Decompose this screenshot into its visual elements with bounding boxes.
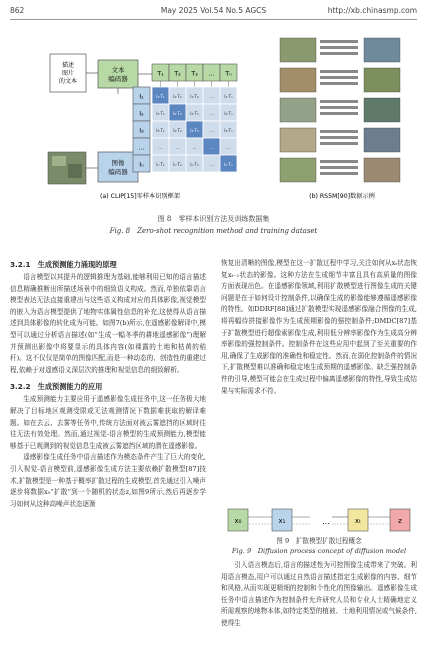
image-embedding-label: I₃ <box>139 126 144 135</box>
figure-9 <box>224 505 414 537</box>
rs5m-image <box>280 98 316 122</box>
rs5m-caption-line <box>320 166 358 169</box>
diffusion-state-label: x₁ <box>278 517 286 525</box>
section-3-2-1-paragraph: 语言模型以其提升的逻辑推理为基础,能够利用已知的语言描述信息精确推断出所描述场景中的细致语义构成。然而,单独依靠语言模型表达无法直接重建出与这些语义构成对应的具体影像,视觉模型的嵌入为语言模型提供了地物实体属性信息的补充,这使得从语言描述到具体影像的转化成为可能。如图7(b)所示,在遥感影像解译中,模型可以通过分析语言描述(如“生成一幅冬季的耕地遥感影像”)理解并预测出影像中将要显示的具体内容(如裸露的土地和枯黄的秸秆)。这不仅仅是简单的图像匹配,而是一种动态的、创造性的重建过程,依赖于对遥感语义深层次的推理和视觉信息的细致解析。 <box>10 273 206 374</box>
rs5m-caption-line <box>320 40 358 43</box>
text-box-line3: 的文本 <box>58 78 78 85</box>
rs5m-image <box>364 68 400 92</box>
text-embedding-label: T₂ <box>174 69 181 78</box>
rs5m-image <box>280 68 316 92</box>
right-column-top <box>221 258 417 397</box>
matrix-cell-label: … <box>226 145 231 150</box>
rs5m-caption-line <box>320 52 358 55</box>
right-paragraph-2: 引入语言模态后,语言的描述性为可控图像生成带来了突破。利用语言模态,用户可以通过自然语言描述指定生成影像的内容、细节和风格,从而实现更精细的控制和个性化的图像输出。遥感影像生成任务中语言描述作为控制条件允许研究人员和专业人士精确地定义所需观察的地物本体,如特定类型的植被、土地利用情况或气候条件,使得生 <box>221 561 417 627</box>
matrix-cell-label: I₂·Tₙ <box>224 111 233 116</box>
figure-8-caption-en: Fig. 8 Zero-shot recognition method and training dataset <box>109 227 318 235</box>
rs5m-caption-line <box>320 76 358 79</box>
matrix-cell-label: … <box>209 128 214 133</box>
figure-9-caption <box>221 536 417 556</box>
header-rule <box>10 19 417 20</box>
diffusion-chain <box>228 509 410 531</box>
rs5m-caption-line <box>320 112 358 115</box>
matrix-cell-label: … <box>209 111 214 116</box>
matrix-cell-label: I₃·T₂ <box>173 128 182 133</box>
figure-9-caption-en: Fig. 9 Diffusion process concept of diffusion model <box>231 547 407 555</box>
matrix-cell-label: I₂·T₂ <box>173 111 182 116</box>
rs5m-caption-line <box>320 142 358 145</box>
right-paragraph-1: 恢复出清晰的图像,模型在这一扩散过程中学习,关注如何从xₜ状态恢复xₜ₋₁状态的影像。这种方法在生成细节丰富且具有高质量的图像方面表现出色。在遥感影像领域,利用扩散模型进行图像生成的关键问题是在于如何设计控制条件,以确保生成的影像能够遵循遥感影像的特性。如DDRF[88]通过扩散模型实现遥感影像融合图像的生成,将再幅待拼接影像作为生成预期影像的强控制条件;DMDC[87]基于扩散模型进行超像素影像生成,利用低分辨率影像作为生成高分辨率影像的强控制条件。控制条件在这些应用中起到了至关重要的作用,确保了生成影像的准确性和稳定性。然而,在弱化控制条件的情况下,扩散模型难以准确和稳定地生成预期的遥感影像。缺乏强控制条件的引导,模型可能会在生成过程中偏离遥感影像的特性,导致生成结果与实际需求不符。 <box>221 259 417 395</box>
text-encoder-label1: 文本 <box>111 66 125 74</box>
page-header <box>10 6 417 18</box>
matrix-cell-label: I₂·T₁ <box>156 111 165 116</box>
text-embedding-row <box>152 64 237 81</box>
text-embedding-label: … <box>208 69 215 78</box>
right-column-bottom <box>221 560 417 630</box>
section-3-2-1-title: 3.2.1 生成预测能力涌现的原理 <box>10 260 117 269</box>
rs5m-examples <box>280 38 400 182</box>
image-encoder <box>98 152 138 182</box>
diffusion-ellipsis: … <box>322 517 330 526</box>
image-embedding-label: … <box>138 143 145 152</box>
figure-8-caption: 图 8 零样本识别方法及训练数据集 <box>157 215 270 223</box>
subcaption-b: (b) RS5M[90]数据示例 <box>309 193 375 200</box>
matrix-cell-label: I₃·T₃ <box>190 128 199 133</box>
section-3-2-2-title: 3.2.2 生成预测能力的应用 <box>10 382 103 392</box>
image-encoder-label1: 图像 <box>111 159 125 167</box>
rs5m-image <box>280 128 316 152</box>
diffusion-state-label: x₀ <box>234 517 242 525</box>
matrix-cell-label: … <box>192 145 197 150</box>
section-3-2-2-paragraph-2: 遥感影像生成任务中语言描述作为模态条件产生了巨大的变化,引入视觉-语言模型前,遥感影像生成方法主要依赖扩散模型[87]技术,扩散模型是一种基于概率扩散过程的生成模型,首先通过引入噪声逐步将数据x₀“扩散”到一个随机的状态z,如图9所示,然后再逐步学习如何从这种高噪声状态逐渐 <box>10 453 206 508</box>
section-3-2-2-paragraph-1: 生成预测能力主要应用于遥感影像生成任务中,这一任务极大地解决了目标地区观测受限或无法观测情况下数据难获取的解译难题。如在去云、去雾等任务中,传统方法面对被云雾遮挡的区域时往往无法有效处理。然而,通过视觉-语言模型的生成预测能力,模型能够基于已观测到的视觉信息生成被云雾遮挡区域的潜在遥感影像。 <box>10 395 206 450</box>
matrix-cell-label: … <box>209 145 214 150</box>
rs5m-image <box>364 128 400 152</box>
matrix-cell-label: Iₙ·T₃ <box>190 162 199 167</box>
rs5m-image <box>364 38 400 62</box>
subcaption-a: (a) CLIP[15]零样本识别框架 <box>100 193 180 200</box>
matrix-cell-label: Iₙ·T₁ <box>156 162 165 167</box>
rs5m-image <box>364 158 400 182</box>
matrix-cell-label: … <box>175 145 180 150</box>
matrix-cell-label: I₁·T₂ <box>173 94 182 99</box>
matrix-cell-label: … <box>209 162 214 167</box>
similarity-matrix <box>152 81 237 172</box>
journal-url[interactable]: http://xb.chinasmp.com <box>327 6 417 15</box>
text-box-line2: 图片 <box>61 70 75 77</box>
matrix-cell-label: I₃·Tₙ <box>224 128 233 133</box>
text-embedding-label: T₃ <box>191 69 198 78</box>
rs5m-caption-line <box>320 106 358 109</box>
image-embedding-label: I₂ <box>139 109 144 118</box>
matrix-cell-label: I₃·T₁ <box>156 128 165 133</box>
text-embedding-label: Tₙ <box>225 69 232 78</box>
rs5m-caption-line <box>320 172 358 175</box>
page-number: 862 <box>10 6 25 15</box>
diffusion-state-label: xₜ <box>354 517 362 525</box>
text-encoder <box>98 60 138 88</box>
matrix-cell-label: I₁·Tₙ <box>224 94 233 99</box>
rs5m-image <box>364 98 400 122</box>
diffusion-state-label: z <box>398 517 402 525</box>
image-encoder-label2: 编码器 <box>108 168 128 176</box>
matrix-cell-label: I₂·T₃ <box>190 111 199 116</box>
rs5m-caption-line <box>320 160 358 163</box>
matrix-cell-label: Iₙ·T₂ <box>173 162 182 167</box>
image-embedding-label: Iₙ <box>139 160 144 169</box>
rs5m-caption-line <box>320 136 358 139</box>
rs5m-image <box>280 158 316 182</box>
figure-8 <box>12 24 415 214</box>
rs5m-caption-line <box>320 46 358 49</box>
left-column <box>10 258 206 510</box>
image-embedding-label: I₁ <box>139 92 144 101</box>
journal-info: May 2025 Vol.54 No.5 AGCS <box>160 6 267 15</box>
image-embedding-column <box>133 87 150 172</box>
matrix-cell-label: I₁·T₃ <box>190 94 199 99</box>
figure-9-caption-cn: 图 9 扩散模型扩散过程概念 <box>276 537 362 545</box>
rs5m-caption-line <box>320 130 358 133</box>
matrix-cell-label: … <box>209 94 214 99</box>
matrix-cell-label: Iₙ·Tₙ <box>224 162 233 167</box>
text-embedding-label: T₁ <box>157 69 164 78</box>
rs5m-image <box>280 38 316 62</box>
rs5m-caption-line <box>320 100 358 103</box>
matrix-cell-label: I₁·T₁ <box>156 94 165 99</box>
matrix-cell-label: … <box>158 145 163 150</box>
rs5m-caption-line <box>320 82 358 85</box>
text-encoder-label2: 编码器 <box>108 75 128 83</box>
text-box-line1: 描述 <box>61 62 75 69</box>
rs5m-caption-line <box>320 70 358 73</box>
